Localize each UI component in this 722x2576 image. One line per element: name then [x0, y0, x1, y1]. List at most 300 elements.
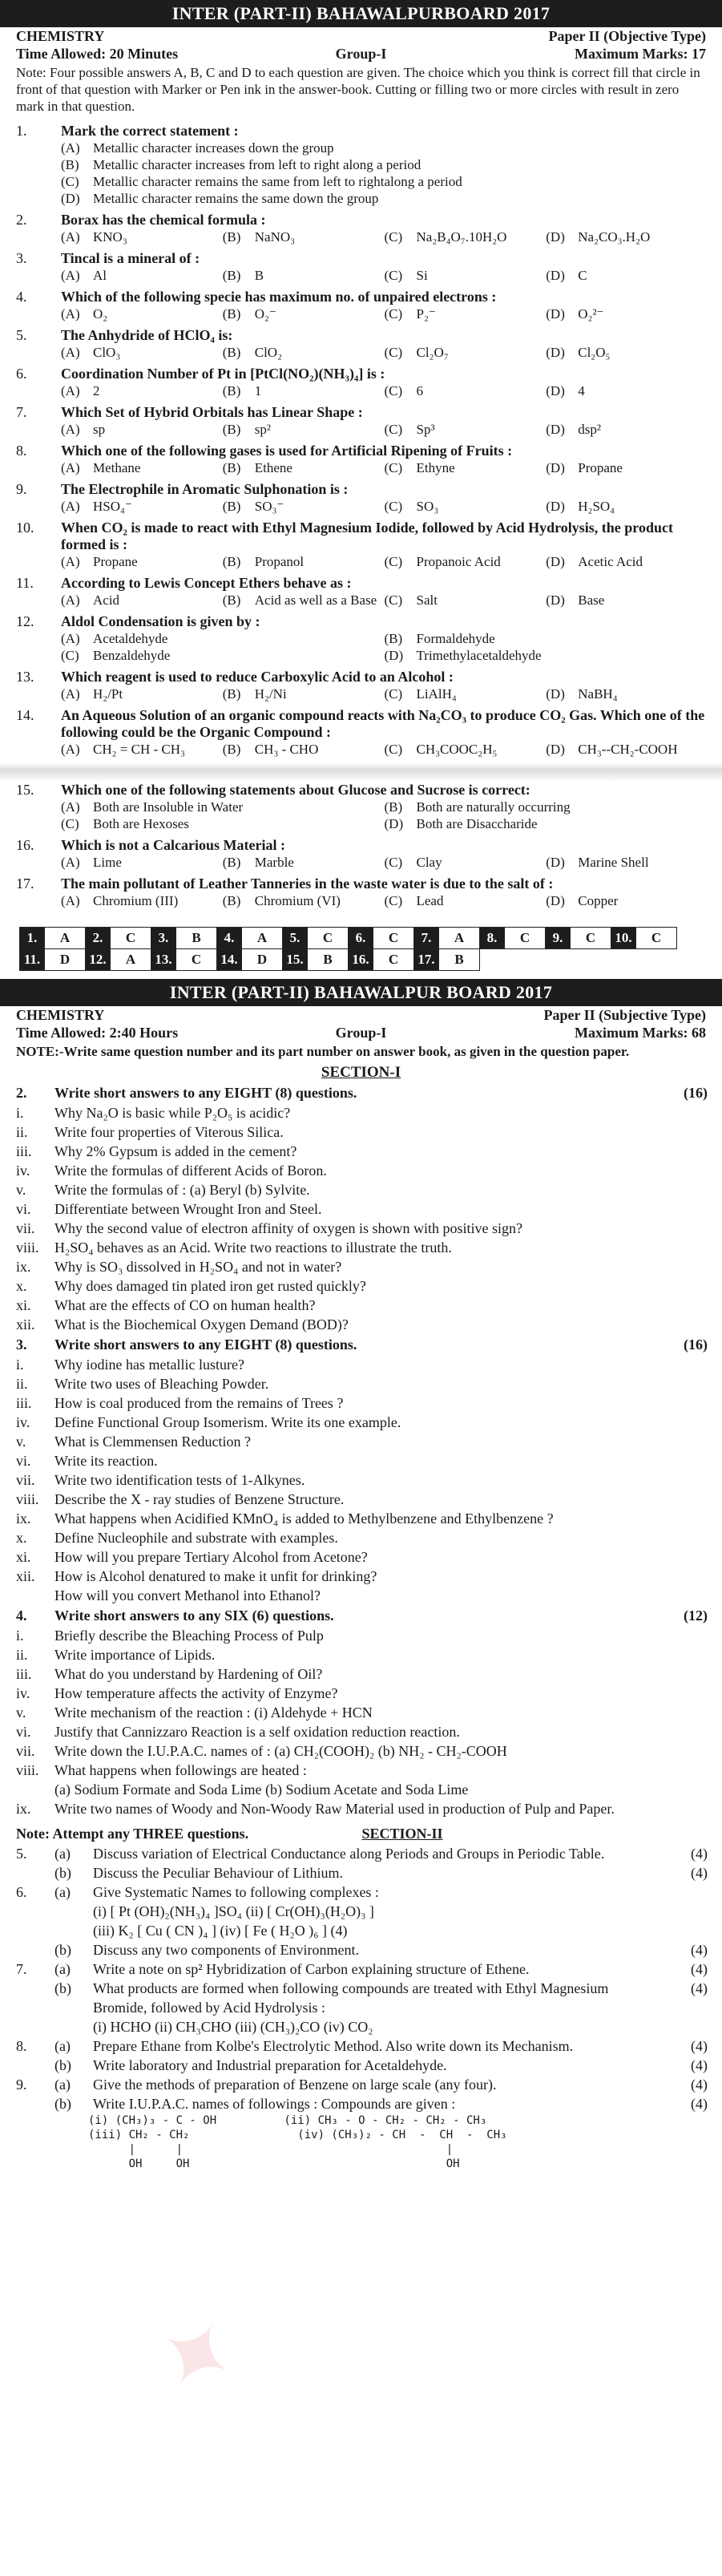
option-text: Cl₂O₇ [416, 345, 449, 360]
mcq-options [0, 305, 722, 322]
option-text: 6 [416, 383, 423, 398]
mcq-options [0, 498, 722, 515]
item-number: v. [16, 1434, 26, 1450]
option-text: NaNO₃ [254, 229, 296, 245]
long-question-item [0, 1979, 722, 2017]
short-question-item [0, 1257, 722, 1276]
item-text: Define Functional Group Isomerism. Write its one example. [54, 1414, 401, 1430]
option-letter: (C) [384, 460, 403, 475]
item-number: vii. [16, 1743, 35, 1759]
option-text: H₂/Ni [254, 686, 287, 702]
mcq-options [0, 228, 722, 245]
item-number: iii. [16, 1143, 32, 1159]
option-letter: (C) [384, 686, 403, 702]
part-text: Write I.U.P.A.C. names of followings : Compounds are given : [93, 2096, 456, 2112]
long-question-item [0, 2036, 722, 2056]
option-letter: (B) [384, 799, 403, 815]
question-number: 15. [16, 782, 34, 798]
item-text: How temperature affects the activity of Enzyme? [54, 1685, 338, 1701]
item-text: What is Clemmensen Reduction ? [54, 1434, 251, 1450]
short-question-item [0, 1684, 722, 1703]
item-number: i. [16, 1357, 24, 1373]
answer-key-number: 1. [20, 928, 45, 949]
option-letter: (B) [222, 422, 241, 437]
mcq-options [0, 592, 722, 609]
option-letter: (A) [61, 499, 80, 514]
mcq-question [0, 250, 722, 267]
option-text: Both are Insoluble in Water [93, 799, 244, 815]
option-text: Propane [93, 554, 138, 569]
group-label: Group-I [335, 1025, 387, 1041]
part-label [54, 1902, 93, 1921]
short-question-item [0, 1780, 722, 1799]
option-letter: (A) [61, 554, 80, 569]
item-text: Write four properties of Viterous Silica. [54, 1124, 284, 1140]
question-text: The Electrophile in Aromatic Sulphonation is : [61, 481, 349, 497]
mcq-option [546, 459, 708, 476]
short-question-item [0, 1374, 722, 1393]
option-letter: (B) [222, 893, 241, 908]
question-number: 4. [16, 289, 27, 305]
objective-banner: INTER (PART-II) BAHAWALPURBOARD 2017 [0, 0, 722, 27]
question-number: 13. [16, 669, 34, 685]
item-number: vi. [16, 1453, 31, 1469]
short-question-item [0, 1547, 722, 1567]
option-letter: (D) [546, 268, 565, 283]
item-text: Write the formulas of : (a) Beryl (b) Sylvite. [54, 1182, 310, 1198]
mcq-option [61, 498, 223, 515]
mcq-option [385, 685, 547, 702]
option-text: Propanol [254, 554, 305, 569]
mcq-option [223, 741, 385, 758]
question-text: Mark the correct statement : [61, 123, 239, 139]
mcq-option [61, 553, 223, 570]
answer-key-letter: C [636, 928, 677, 949]
option-text: Both are Hexoses [93, 816, 189, 831]
short-question-item [0, 1664, 722, 1684]
part-label: (b) [54, 1942, 71, 1958]
mcq-options [0, 553, 722, 570]
question-number [16, 1979, 54, 2017]
part-marks: (4) [691, 1865, 708, 1881]
item-text: How is coal produced from the remains of Trees ? [54, 1395, 344, 1411]
part-text: Discuss variation of Electrical Conductance along Periods and Groups in Periodic Table. [93, 1846, 605, 1862]
short-question-item [0, 1528, 722, 1547]
question-number: 6. [16, 366, 27, 382]
long-question-item [0, 2056, 722, 2075]
item-text: Write its reaction. [54, 1453, 158, 1469]
item-text: Briefly describe the Bleaching Process of Pulp [54, 1628, 324, 1644]
answer-key-number: 5. [283, 928, 308, 949]
mcq-options [0, 892, 722, 909]
mcq-option [385, 854, 547, 871]
part-text: Discuss the Peculiar Behaviour of Lithium. [93, 1865, 343, 1881]
part-marks: (4) [691, 2077, 708, 2093]
answer-key-letter: D [45, 949, 86, 971]
question-text: Write short answers to any EIGHT (8) questions. [54, 1085, 357, 1101]
mcq-options [0, 799, 722, 832]
short-question-item [0, 1567, 722, 1586]
option-letter: (A) [61, 229, 80, 245]
option-letter: (A) [61, 460, 80, 475]
objective-note: Note: Four possible answers A, B, C and D to each question are given. The choice which you think is correct fill that circle in front of that question with Marker or Pen ink in the answer-book. Cutting or filling two or more circles with result in zero mark in that question. [16, 65, 700, 114]
option-letter: (B) [222, 686, 241, 702]
option-letter: (A) [61, 855, 80, 870]
long-question-item [0, 1902, 722, 1921]
mcq-option [61, 267, 223, 284]
option-letter: (C) [61, 648, 79, 663]
option-text: Acid [93, 592, 120, 608]
item-number: x. [16, 1530, 27, 1546]
short-question-item [0, 1393, 722, 1413]
option-text: Marble [254, 855, 294, 870]
option-text: Si [416, 268, 428, 283]
part-marks: (4) [691, 1980, 708, 1996]
subjective-paper [0, 979, 722, 2417]
option-letter: (A) [61, 140, 80, 156]
answer-key-table [19, 927, 677, 971]
option-letter: (C) [61, 174, 79, 189]
short-question-item [0, 1142, 722, 1161]
question-number [16, 1940, 54, 1959]
answer-key-number: 6. [349, 928, 373, 949]
item-text: Write two identification tests of 1-Alkynes. [54, 1472, 305, 1488]
part-text: Write laboratory and Industrial preparation for Acetaldehyde. [93, 2057, 447, 2073]
answer-key-number: 3. [151, 928, 176, 949]
option-text: Base [578, 592, 605, 608]
mcq-option [546, 498, 708, 515]
mcq-option [61, 815, 385, 832]
mcq-options [0, 459, 722, 476]
item-number [16, 1586, 54, 1605]
mcq-option [385, 553, 547, 570]
max-marks: Maximum Marks: 68 [575, 1025, 706, 1041]
subject-label: CHEMISTRY [16, 28, 105, 44]
long-questions [0, 1844, 722, 2113]
item-number: ii. [16, 1376, 28, 1392]
short-question-item [0, 1355, 722, 1374]
mcq-options [0, 267, 722, 284]
item-text: Write importance of Lipids. [54, 1647, 216, 1663]
short-question-item [0, 1219, 722, 1238]
question-text: Which is not a Calcarious Material : [61, 837, 285, 853]
mcq-option [223, 685, 385, 702]
answer-key-number: 14. [217, 949, 242, 971]
time-allowed: Time Allowed: 20 Minutes [16, 46, 179, 62]
option-text: H₂SO₄ [578, 499, 615, 514]
item-number: ii. [16, 1124, 28, 1140]
option-letter: (C) [384, 893, 403, 908]
mcq-question [0, 669, 722, 685]
mcq-option [61, 140, 708, 156]
mcq-option [223, 592, 385, 609]
mcq-question [0, 443, 722, 459]
mcq-option [546, 305, 708, 322]
option-letter: (C) [384, 855, 403, 870]
question-number: 3. [16, 250, 27, 266]
question-number: 9. [16, 2077, 27, 2093]
option-letter: (B) [222, 592, 241, 608]
mcq-option [385, 421, 547, 438]
short-question-item [0, 1761, 722, 1780]
question-text: According to Lewis Concept Ethers behave as : [61, 575, 352, 591]
option-letter: (D) [546, 742, 565, 757]
short-question-item [0, 1432, 722, 1451]
item-text: Why does damaged tin plated iron get rusted quickly? [54, 1278, 366, 1294]
mcq-option [546, 892, 708, 909]
item-number: xii. [16, 1568, 35, 1584]
short-question-item [0, 1180, 722, 1199]
mcq-question [0, 123, 722, 140]
mcq-option [546, 228, 708, 245]
mcq-question [0, 782, 722, 799]
answer-key-row [20, 949, 677, 971]
short-question-item [0, 1741, 722, 1761]
answer-key-number: 16. [349, 949, 373, 971]
question-text: An Aqueous Solution of an organic compound reacts with Na₂CO₃ to produce CO₂ Gas. Which one of the following could be the Organic Compound : [61, 707, 705, 740]
mcq-question [0, 837, 722, 854]
long-question-item [0, 1863, 722, 1882]
answer-key-number: 8. [480, 928, 505, 949]
item-number: iii. [16, 1395, 32, 1411]
long-question-item [0, 1940, 722, 1959]
option-letter: (A) [61, 799, 80, 815]
part-label [54, 1921, 93, 1940]
option-text: Formaldehyde [416, 631, 495, 646]
option-text: C [578, 268, 587, 283]
short-question-item [0, 1645, 722, 1664]
mcq-options [0, 382, 722, 399]
mcq-option [61, 892, 223, 909]
mcq-option [223, 459, 385, 476]
option-letter: (A) [61, 592, 80, 608]
option-letter: (C) [384, 268, 403, 283]
short-questions [0, 1082, 722, 1818]
mcq-options [0, 421, 722, 438]
item-text: H₂SO₄ behaves as an Acid. Write two reactions to illustrate the truth. [54, 1239, 452, 1256]
option-text: 1 [254, 383, 262, 398]
option-letter: (A) [61, 893, 80, 908]
answer-key-letter: C [505, 928, 546, 949]
question-number: 9. [16, 481, 27, 497]
item-text: Write two names of Woody and Non-Woody Raw Material used in production of Pulp and Paper. [54, 1801, 615, 1817]
answer-key-number: 10. [611, 928, 636, 949]
part-label: (b) [54, 2057, 71, 2073]
long-question-item [0, 2017, 722, 2036]
section-2-note: Note: Attempt any THREE questions. [16, 1826, 249, 1842]
mcq-question [0, 481, 722, 498]
mcq-option [385, 305, 547, 322]
answer-key-letter: C [571, 928, 611, 949]
option-text: Clay [416, 855, 442, 870]
option-letter: (C) [384, 499, 403, 514]
mcq-question [0, 404, 722, 421]
option-text: O₂²⁻ [578, 306, 604, 321]
question-number [16, 1921, 54, 1940]
part-marks: (4) [691, 2057, 708, 2073]
mcq-option [61, 190, 708, 207]
option-text: O₂⁻ [254, 306, 276, 321]
part-text: (i) [ Pt (OH)₂(NH₃)₄ ]SO₄ (ii) [ Cr(OH)₃(H₂O)₃ ] [93, 1903, 374, 1919]
paper-type: Paper II (Subjective Type) [543, 1007, 706, 1023]
item-number: iv. [16, 1414, 30, 1430]
answer-key-number: 12. [86, 949, 111, 971]
mcq-option [546, 854, 708, 871]
question-number: 7. [16, 1961, 27, 1977]
mcq-option [61, 799, 385, 815]
option-letter: (A) [61, 686, 80, 702]
item-number: xi. [16, 1549, 31, 1565]
mcq-option [223, 382, 385, 399]
item-number: v. [16, 1182, 26, 1198]
mcq-question [0, 575, 722, 592]
option-letter: (D) [546, 499, 565, 514]
mcq-options [0, 140, 722, 207]
option-text: Trimethylacetaldehyde [416, 648, 542, 663]
mcq-option [61, 459, 223, 476]
part-text: What products are formed when following compounds are treated with Ethyl Magnesium Bromide, followed by Acid Hydrolysis : [93, 1980, 609, 2016]
short-question-item [0, 1799, 722, 1818]
question-number: 14. [16, 707, 34, 723]
group-label: Group-I [335, 46, 387, 62]
part-marks: (4) [691, 2096, 708, 2112]
answer-key-letter: D [242, 949, 283, 971]
item-number: ix. [16, 1510, 31, 1527]
option-letter: (D) [546, 306, 565, 321]
option-letter: (B) [222, 460, 241, 475]
short-question-item [0, 1509, 722, 1528]
mcq-option [223, 267, 385, 284]
question-number: 10. [16, 520, 34, 536]
question-number [16, 2017, 54, 2036]
item-number: x. [16, 1278, 27, 1294]
item-text: How will you prepare Tertiary Alcohol from Acetone? [54, 1549, 368, 1565]
item-number: vi. [16, 1201, 31, 1217]
short-question-item [0, 1199, 722, 1219]
option-letter: (D) [61, 191, 80, 206]
part-text: Give Systematic Names to following complexes : [93, 1884, 379, 1900]
question-text: Which one of the following gases is used for Artificial Ripening of Fruits : [61, 443, 513, 459]
mcq-question [0, 520, 722, 553]
max-marks: Maximum Marks: 17 [575, 46, 706, 62]
mcq-options [0, 685, 722, 702]
part-label: (b) [54, 1980, 71, 1996]
item-number: i. [16, 1105, 24, 1121]
mcq-option [61, 592, 223, 609]
item-number: viii. [16, 1239, 39, 1256]
mcq-option [223, 854, 385, 871]
part-marks [659, 1921, 708, 1940]
mcq-option [385, 382, 547, 399]
mcq-question [0, 707, 722, 741]
mcq-option [385, 267, 547, 284]
mcq-option [385, 815, 708, 832]
answer-key-letter: C [308, 928, 349, 949]
option-text: ClO₃ [93, 345, 121, 360]
answer-key-row [20, 928, 677, 949]
mcq-question [0, 289, 722, 305]
question-number: 16. [16, 837, 34, 853]
item-number: ix. [16, 1801, 31, 1817]
option-text: B [254, 268, 264, 283]
option-letter: (D) [384, 648, 404, 663]
mcq-option [546, 267, 708, 284]
question-number [16, 1902, 54, 1921]
item-number: vii. [16, 1472, 35, 1488]
question-text: Which of the following specie has maximum no. of unpaired electrons : [61, 289, 497, 305]
option-text: Na₂B₄O₇.10H₂O [416, 229, 507, 245]
mcq-option [546, 685, 708, 702]
option-letter: (C) [384, 229, 403, 245]
option-letter: (B) [384, 631, 403, 646]
option-letter: (C) [384, 383, 403, 398]
option-text: Both are Disaccharide [416, 816, 538, 831]
question-number: 11. [16, 575, 34, 591]
option-text: Lime [93, 855, 122, 870]
answer-key-number: 7. [414, 928, 439, 949]
question-text: Write short answers to any SIX (6) questions. [54, 1607, 334, 1624]
question-marks: (12) [684, 1607, 708, 1624]
question-text: Write short answers to any EIGHT (8) questions. [54, 1337, 357, 1353]
item-number: v. [16, 1705, 26, 1721]
option-text: KNO₃ [93, 229, 127, 245]
option-text: sp² [254, 422, 271, 437]
option-text: Benzaldehyde [93, 648, 171, 663]
question-text: Borax has the chemical formula : [61, 212, 266, 228]
part-label [54, 2017, 93, 2036]
answer-key-letter: A [242, 928, 283, 949]
option-text: Metallic character remains the same from left to rightalong a period [93, 174, 462, 189]
mcq-option [223, 421, 385, 438]
question-number: 8. [16, 443, 27, 459]
short-question-item [0, 1722, 722, 1741]
option-text: SO₃ [416, 499, 439, 514]
short-question-item [0, 1122, 722, 1142]
answer-key-number: 2. [86, 928, 111, 949]
subjective-note: NOTE:-Write same question number and its part number on answer book, as given in the question paper. [16, 1044, 630, 1059]
long-question-item [0, 1921, 722, 1940]
mcq-option [61, 382, 223, 399]
mcq-question [0, 212, 722, 228]
question-text: Aldol Condensation is given by : [61, 613, 260, 629]
short-question-item [0, 1103, 722, 1122]
paper-type: Paper II (Objective Type) [548, 28, 706, 44]
mcq-option [546, 741, 708, 758]
section-1-title: SECTION-I [321, 1064, 401, 1081]
objective-header-row-1 [0, 27, 722, 45]
item-text: Justify that Cannizzaro Reaction is a self oxidation reduction reaction. [54, 1724, 460, 1740]
short-question-header [0, 1082, 722, 1103]
answer-key-number: 4. [217, 928, 242, 949]
part-text: Discuss any two components of Environment. [93, 1942, 359, 1958]
short-question-item [0, 1315, 722, 1334]
question-number: 1. [16, 123, 27, 139]
option-text: Marine Shell [578, 855, 649, 870]
mcq-option [223, 498, 385, 515]
option-text: Metallic character increases down the group [93, 140, 334, 156]
answer-key-letter: B [308, 949, 349, 971]
mcq-options [0, 344, 722, 361]
option-text: Propane [578, 460, 623, 475]
item-number: iii. [16, 1666, 32, 1682]
short-question-header [0, 1334, 722, 1355]
option-letter: (A) [61, 268, 80, 283]
item-text: How is Alcohol denatured to make it unfit for drinking? [54, 1568, 377, 1584]
watermark-logo: ✦ [130, 2293, 267, 2417]
part-text: (i) HCHO (ii) CH₃CHO (iii) (CH₃)₂CO (iv) CO₂ [93, 2019, 373, 2035]
question-number [16, 2094, 54, 2113]
mcq-option [546, 592, 708, 609]
